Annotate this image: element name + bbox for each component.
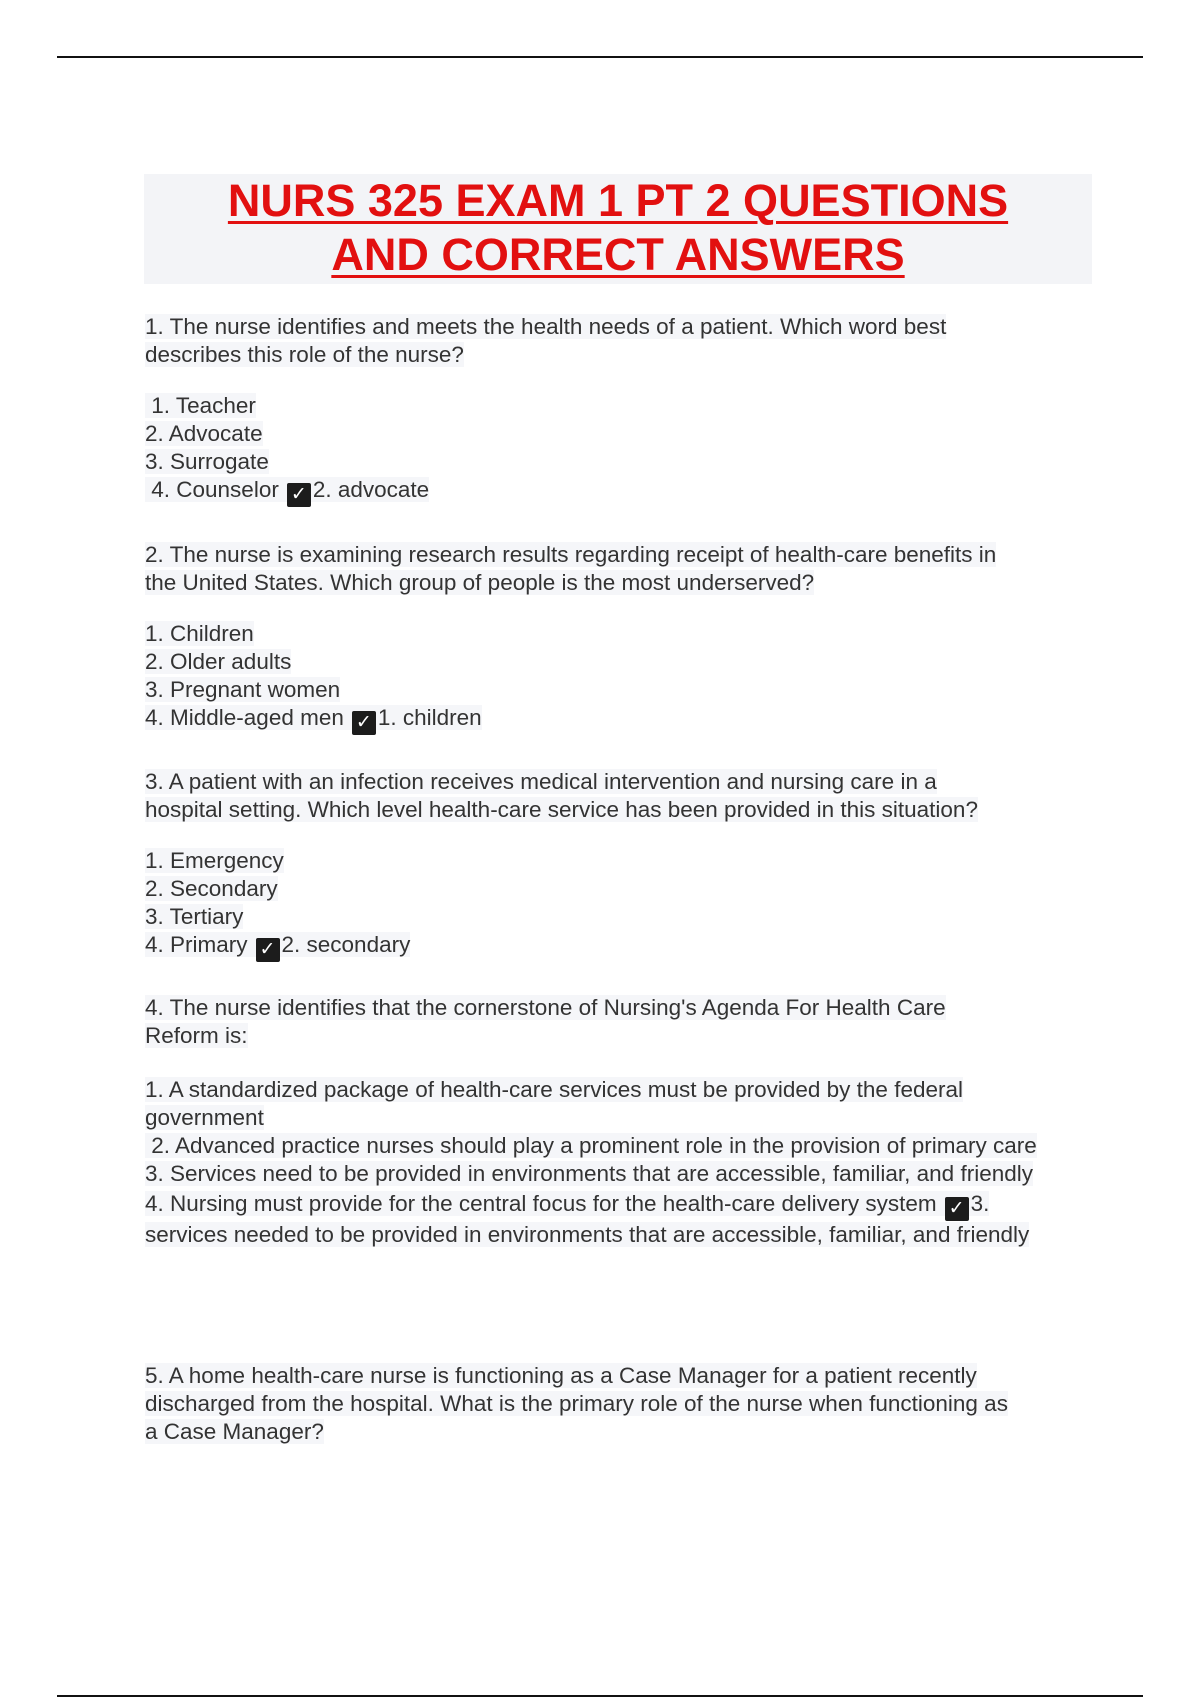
question-2	[145, 541, 1090, 735]
top-rule	[57, 56, 1143, 58]
question-text: Reform is:	[145, 1023, 248, 1048]
correct-answer: 3. services needed to be provided in environments that are accessible, familiar, and friendly	[145, 1191, 1030, 1247]
option-list	[145, 392, 1090, 507]
title-line-2: AND CORRECT ANSWERS	[331, 229, 905, 280]
question-text: 4. The nurse identifies that the cornerstone of Nursing's Agenda For Health Care	[145, 995, 946, 1020]
option: 2. Secondary	[145, 876, 278, 901]
option: 3. Services need to be provided in environments that are accessible, familiar, and friendly	[145, 1161, 1033, 1186]
option: 2. Older adults	[145, 649, 292, 674]
bottom-rule	[57, 1695, 1143, 1697]
question-text: a Case Manager?	[145, 1419, 324, 1444]
option-list	[145, 620, 1090, 735]
question-5	[145, 1362, 1090, 1446]
option: 1. Teacher	[145, 393, 256, 418]
document-title	[144, 174, 1092, 284]
option: 1. Children	[145, 621, 254, 646]
question-text: the United States. Which group of people is the most underserved?	[145, 570, 815, 595]
option-list	[145, 847, 1090, 962]
check-icon: ✓	[352, 711, 376, 735]
correct-answer: 2. secondary	[281, 932, 411, 957]
question-1	[145, 313, 1090, 507]
question-text: 5. A home health-care nurse is functioning as a Case Manager for a patient recently	[145, 1363, 977, 1388]
option: 4. Nursing must provide for the central focus for the health-care delivery system	[145, 1191, 937, 1216]
option: 3. Tertiary	[145, 904, 244, 929]
option: 3. Surrogate	[145, 449, 269, 474]
option: 2. Advanced practice nurses should play a prominent role in the provision of primary care	[145, 1133, 1037, 1158]
question-text: 2. The nurse is examining research results regarding receipt of health-care benefits in	[145, 542, 997, 567]
question-4	[145, 994, 1065, 1249]
correct-answer: 2. advocate	[312, 477, 430, 502]
check-icon: ✓	[287, 483, 311, 507]
option: 4. Primary	[145, 932, 248, 957]
question-text: describes this role of the nurse?	[145, 342, 464, 367]
option: 4. Middle-aged men	[145, 705, 344, 730]
option: 1. A standardized package of health-care services must be provided by the federal government	[145, 1077, 963, 1130]
correct-answer: 1. children	[377, 705, 482, 730]
check-icon: ✓	[945, 1197, 969, 1221]
check-icon: ✓	[256, 938, 280, 962]
question-text: 3. A patient with an infection receives medical intervention and nursing care in a	[145, 769, 937, 794]
question-3	[145, 768, 1090, 962]
option: 1. Emergency	[145, 848, 284, 873]
question-text: 1. The nurse identifies and meets the health needs of a patient. Which word best	[145, 314, 947, 339]
title-line-1: NURS 325 EXAM 1 PT 2 QUESTIONS	[227, 175, 1009, 226]
option: 3. Pregnant women	[145, 677, 341, 702]
option: 2. Advocate	[145, 421, 263, 446]
question-text: hospital setting. Which level health-care service has been provided in this situation?	[145, 797, 978, 822]
question-text: discharged from the hospital. What is the primary role of the nurse when functioning as	[145, 1391, 1008, 1416]
option: 4. Counselor	[145, 477, 279, 502]
option-list	[145, 1076, 1065, 1249]
